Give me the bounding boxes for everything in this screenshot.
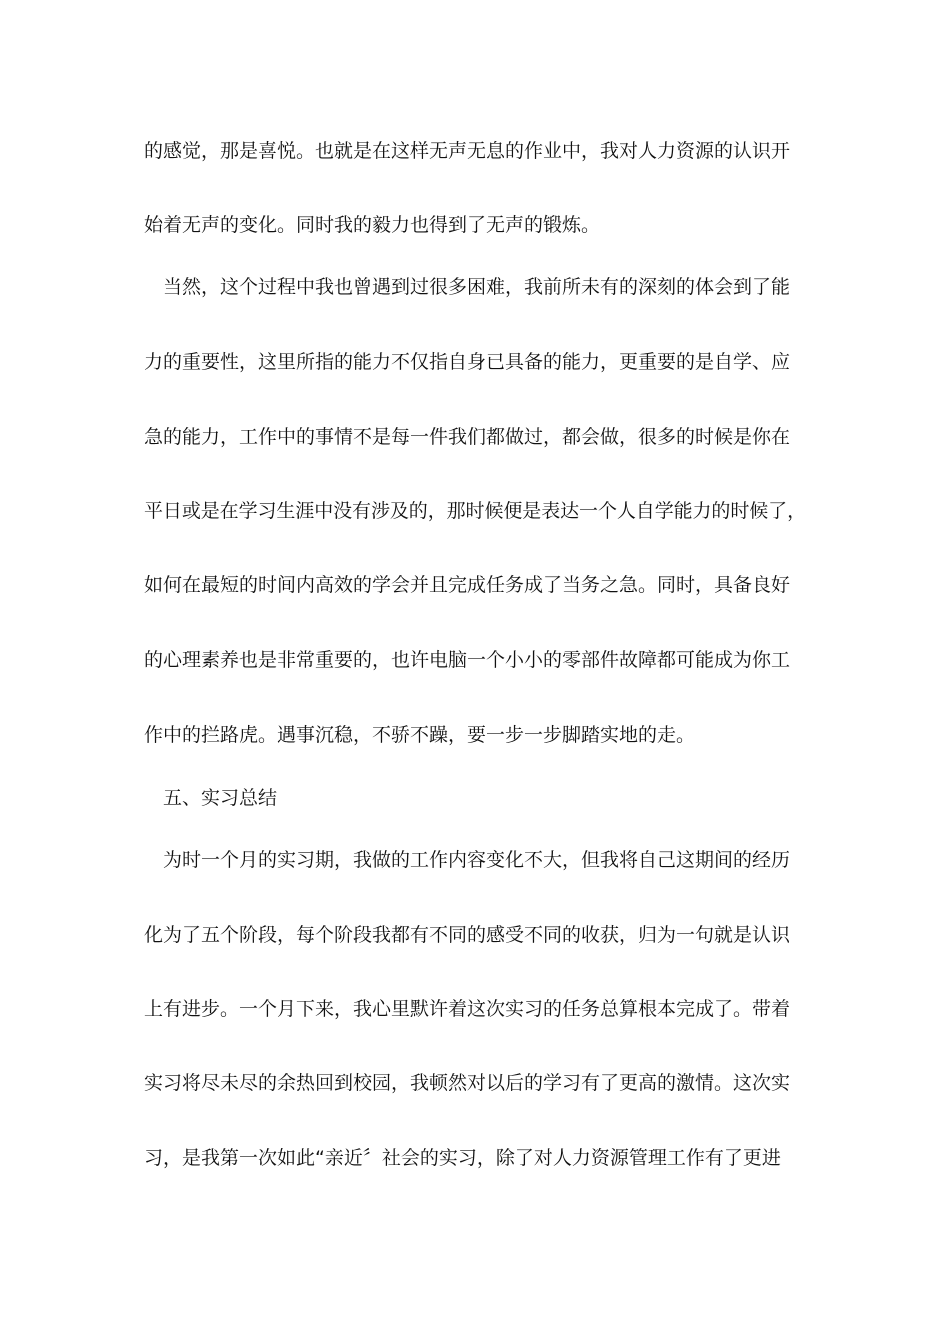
text-line: 的感觉，那是喜悦。也就是在这样无声无息的作业中，我对人力资源的认识开 bbox=[144, 140, 791, 162]
text-line: 习，是我第一次如此“亲近〞社会的实习，除了对人力资源管理工作有了更进 bbox=[144, 1147, 781, 1169]
text-line: 平日或是在学习生涯中没有涉及的，那时候便是表达一个人自学能力的时候了， bbox=[144, 500, 807, 522]
text-line: 的心理素养也是非常重要的，也许电脑一个小小的零部件故障都可能成为你工 bbox=[144, 649, 791, 671]
text-line: 始着无声的变化。同时我的毅力也得到了无声的锻炼。 bbox=[144, 214, 601, 236]
paragraph-start-line: 当然，这个过程中我也曾遇到过很多困难，我前所未有的深刻的体会到了能 bbox=[163, 276, 791, 298]
text-line: 如何在最短的时间内高效的学会并且完成任务成了当务之急。同时，具备良好 bbox=[144, 574, 791, 596]
section-heading: 五、实习总结 bbox=[163, 787, 278, 809]
text-line: 作中的拦路虎。遇事沉稳，不骄不躁，要一步一步脚踏实地的走。 bbox=[144, 724, 696, 746]
text-line: 化为了五个阶段，每个阶段我都有不同的感受不同的收获，归为一句就是认识 bbox=[144, 924, 791, 946]
text-line: 实习将尽未尽的余热回到校园，我顿然对以后的学习有了更高的激情。这次实 bbox=[144, 1072, 791, 1094]
paragraph-start-line: 为时一个月的实习期，我做的工作内容变化不大，但我将自己这期间的经历 bbox=[163, 849, 791, 871]
text-line: 力的重要性，这里所指的能力不仅指自身已具备的能力，更重要的是自学、应 bbox=[144, 351, 791, 373]
text-line: 急的能力，工作中的事情不是每一件我们都做过，都会做，很多的时候是你在 bbox=[144, 426, 791, 448]
text-line: 上有进步。一个月下来，我心里默许着这次实习的任务总算根本完成了。带着 bbox=[144, 998, 791, 1020]
